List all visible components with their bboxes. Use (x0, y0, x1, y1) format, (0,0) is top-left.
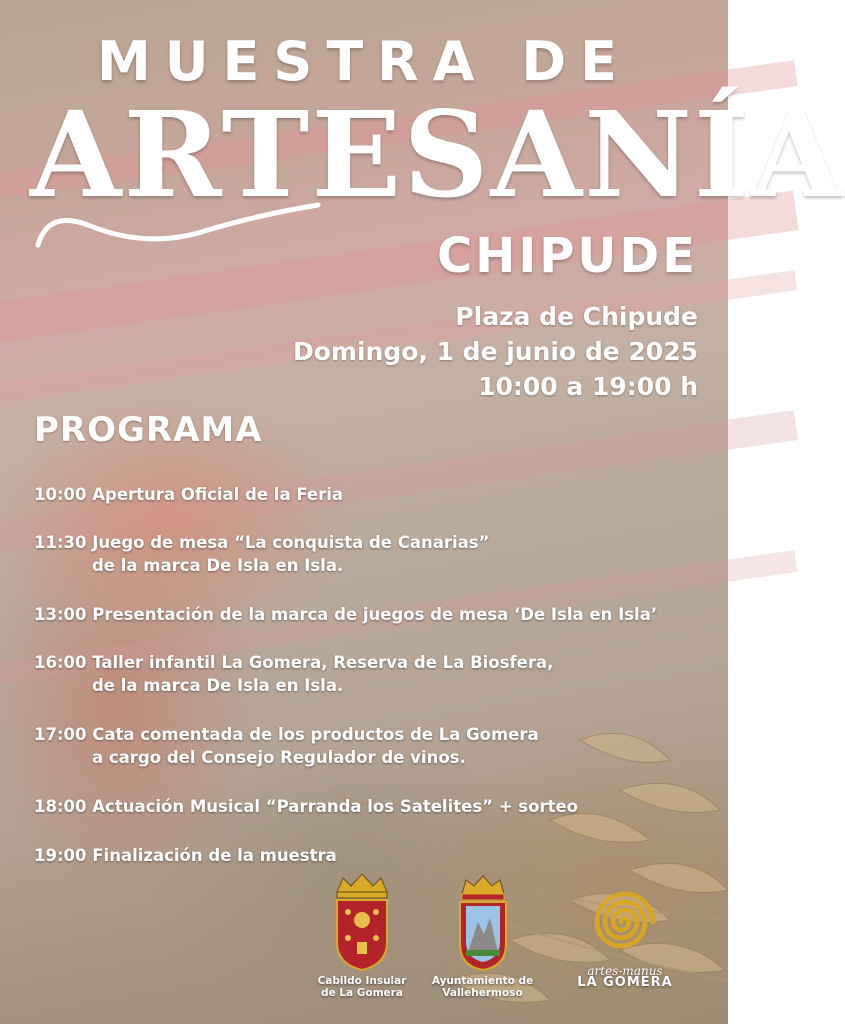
title-artesania: ARTESANÍA (30, 85, 845, 224)
cabildo-name-line2: de La Gomera (321, 987, 403, 999)
program-item (34, 797, 578, 816)
program-heading: PROGRAMA (34, 410, 263, 450)
program-item-line: de la marca De Isla en Isla. (92, 676, 344, 695)
title-chipude: CHIPUDE (436, 228, 698, 284)
title-swash-ornament (28, 150, 328, 260)
program-item-line: 19:00 Finalización de la muestra (34, 846, 337, 865)
spiral-logo-icon (585, 882, 665, 962)
program-item (34, 846, 337, 865)
coat-of-arms-icon (331, 872, 393, 972)
ayuntamiento-name-line2: Vallehermoso (442, 987, 523, 999)
program-item (34, 725, 539, 767)
program-item-line: 18:00 Actuación Musical “Parranda los Satelites” + sorteo (34, 797, 579, 816)
program-item-line: 17:00 Cata comentada de los productos de La Gomera (34, 725, 539, 744)
coat-of-arms-icon (452, 872, 514, 972)
artesmanus-la-gomera: LA GOMERA (577, 975, 673, 990)
event-place: Plaza de Chipude (455, 302, 698, 331)
event-date: Domingo, 1 de junio de 2025 (292, 337, 698, 366)
ayuntamiento-logo (425, 872, 540, 999)
program-item-line: 16:00 Taller infantil La Gomera, Reserva de La Biosfera, (34, 653, 554, 672)
event-hours: 10:00 a 19:00 h (478, 372, 698, 401)
program-item (34, 653, 553, 695)
program-item-line: 13:00 Presentación de la marca de juegos de mesa ‘De Isla en Isla’ (34, 605, 658, 624)
program-item (34, 485, 343, 504)
program-item-line: 10:00 Apertura Oficial de la Feria (34, 485, 344, 504)
program-item-line: a cargo del Consejo Regulador de vinos. (92, 748, 466, 767)
title-muestra-de: MUESTRA DE (96, 30, 632, 93)
program-item-line: 11:30 Juego de mesa “La conquista de Canarias” (34, 533, 490, 552)
cabildo-logo (312, 872, 412, 999)
artesmanus-logo (565, 872, 685, 989)
program-item-line: de la marca De Isla en Isla. (92, 556, 344, 575)
sponsor-logos (0, 872, 728, 1024)
ayuntamiento-name-line1: Ayuntamiento de (431, 975, 534, 987)
cabildo-name-line1: Cabildo Insular (317, 975, 407, 987)
program-item (34, 533, 489, 575)
program-item (34, 605, 657, 624)
artesmanus-script: artes-manus (587, 964, 663, 978)
